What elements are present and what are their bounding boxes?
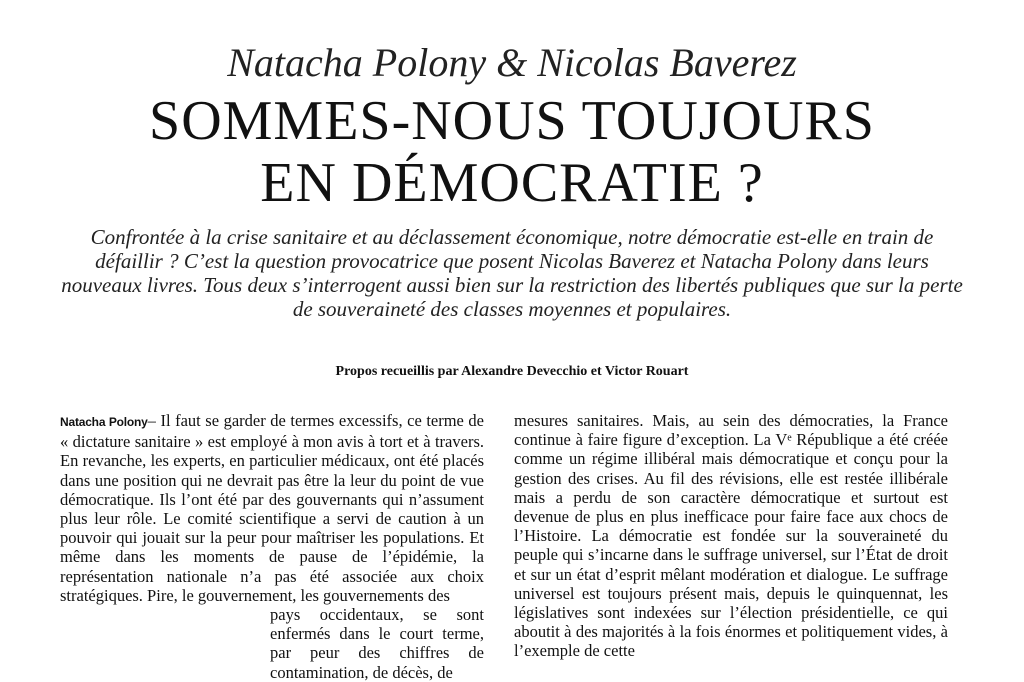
left-paragraph [60, 411, 484, 605]
title-line-2: EN DÉMOCRATIE ? [260, 152, 764, 214]
title-line-1: SOMMES-NOUS TOUJOURS [149, 90, 875, 152]
speaker-name: Natacha Polony [60, 415, 148, 429]
left-column [60, 411, 484, 682]
right-paragraph: mesures sanitaires. Mais, au sein des démocraties, la France continue à faire figure d’exception. La Vᵉ République a été créée comme un régime illibéral mais démocratique et conçu pour la gestion des crises. Au fil des révisions, elle est restée illibérale mais a perdu de son caractère démocratique et surtout est devenue de plus en plus inefficace pour faire face aux chocs de l’Histoire. La démocratie est fondée sur la souveraineté du peuple qui s’incarne dans le suffrage universel, sur l’État de droit et sur un état d’esprit mêlant modération et dialogue. Le suffrage universel est toujours présent mais, depuis le quinquennat, les législatives sont indexées sur l’élection présidentielle, ce qui aboutit à des majorités à la fois énormes et politiquement vides, à l’exemple de cette [514, 411, 948, 661]
article-title [0, 90, 1024, 214]
article-authors: Natacha Polony & Nicolas Baverez [227, 40, 797, 85]
article-standfirst: Confrontée à la crise sanitaire et au déclassement économique, notre démocratie est-elle en train de défaillir ? C’est la question provocatrice que posent Nicolas Baverez et Natacha Polony dans leurs nouveaux livres. Tous deux s’interrogent aussi bien sur la restriction des libertés publiques que sur la perte de souveraineté des classes moyennes et populaires. [61, 225, 963, 321]
left-indented-paragraph [270, 605, 484, 682]
right-column [514, 411, 948, 661]
left-indented-text: pays occidentaux, se sont enfermés dans le court terme, par peur des chiffres de contamination, de décès, de [270, 605, 484, 682]
left-paragraph-text: – Il faut se garder de termes excessifs, ce terme de « dictature sanitaire » est employé à mon avis à tort et à travers. En revanche, les experts, en particulier médicaux, ont été placés dans une position qui ne devrait pas être la leur du point de vue démocratique. Ils l’ont été par des gouvernants qui n’assument plus leur rôle. Le comité scientifique a servi de caution à un pouvoir qui jouait sur la peur pour maîtriser les populations. Et même dans les moments de pause de l’épidémie, la représentation nationale n’a pas été associée aux choix stratégiques. Pire, le gouvernement, les gouvernements des [60, 411, 484, 605]
interview-credit: Propos recueillis par Alexandre Devecchio et Victor Rouart [335, 364, 689, 379]
